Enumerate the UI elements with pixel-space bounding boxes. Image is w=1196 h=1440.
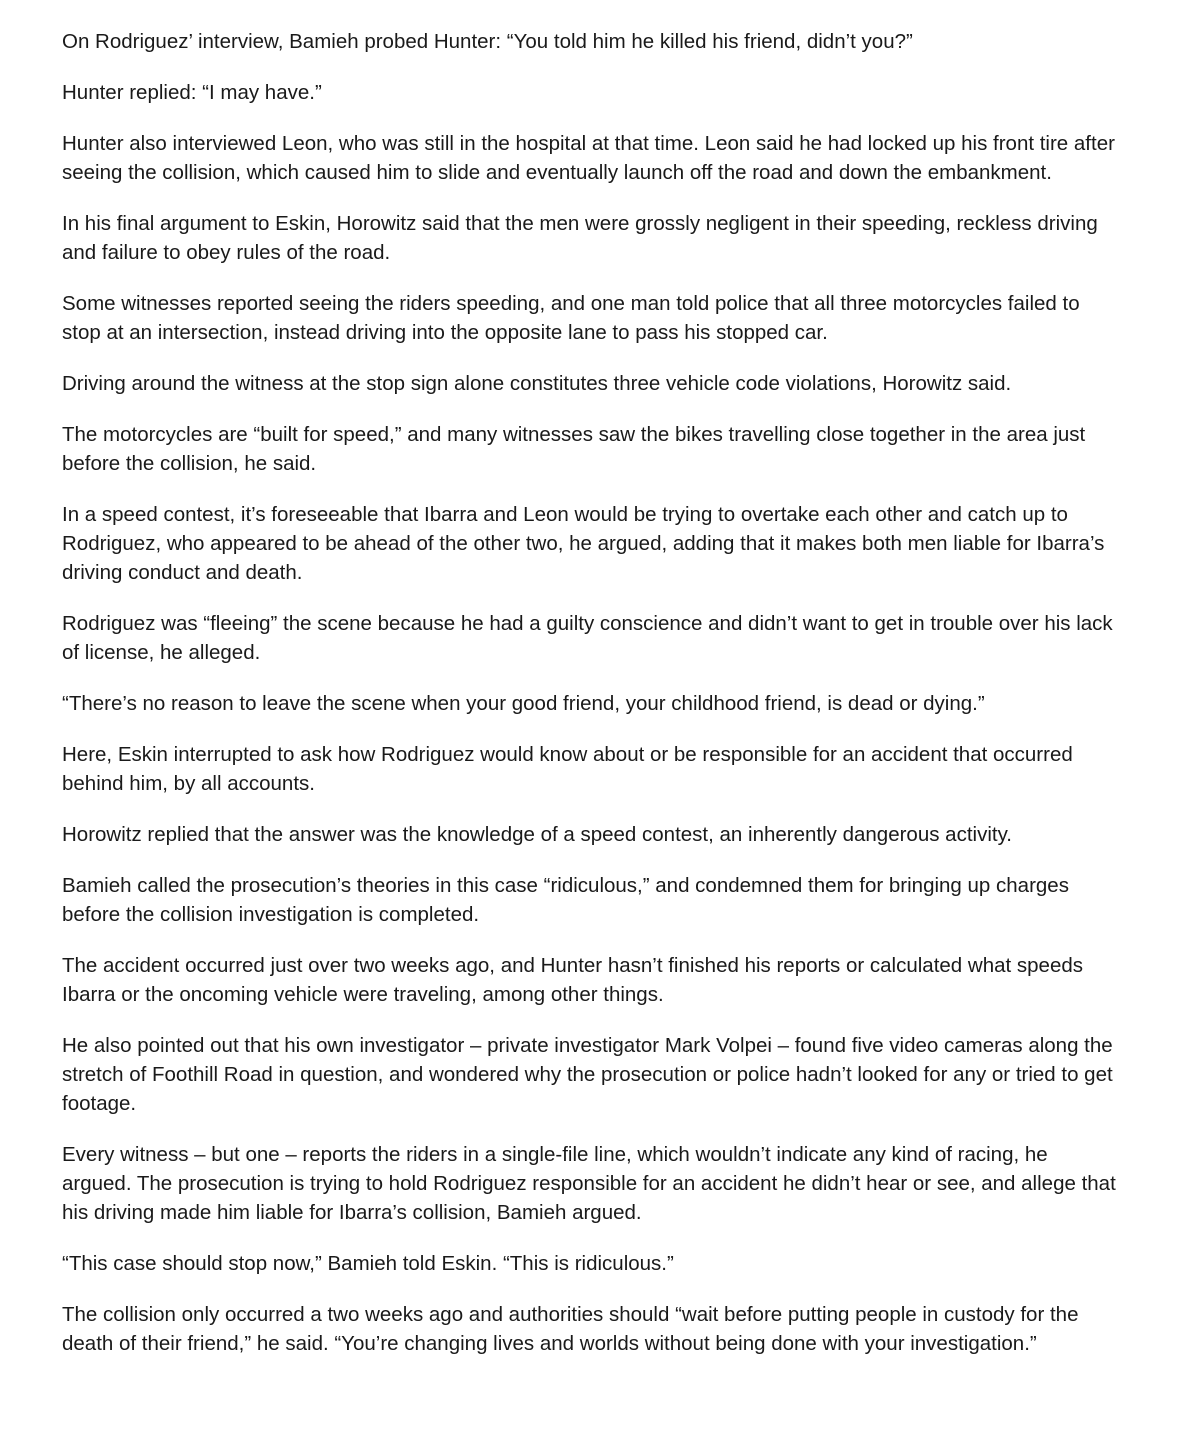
paragraph: Rodriguez was “fleeing” the scene because he had a guilty conscience and didn’t want to get in trouble over his lack of license, he alleged. bbox=[62, 612, 1113, 664]
paragraph: On Rodriguez’ interview, Bamieh probed Hunter: “You told him he killed his friend, didn’t you?” bbox=[62, 30, 913, 53]
paragraph: The collision only occurred a two weeks ago and authorities should “wait before putting people in custody for the death of their friend,” he said. “You’re changing lives and worlds without being done with your investigation.” bbox=[62, 1303, 1079, 1355]
paragraph: Driving around the witness at the stop sign alone constitutes three vehicle code violations, Horowitz said. bbox=[62, 372, 1012, 395]
paragraph: Hunter also interviewed Leon, who was still in the hospital at that time. Leon said he had locked up his front tire after seeing the collision, which caused him to slide and eventually launch off the road and down the embankment. bbox=[62, 132, 1115, 184]
paragraph: Some witnesses reported seeing the riders speeding, and one man told police that all three motorcycles failed to stop at an intersection, instead driving into the opposite lane to pass his stopped car. bbox=[62, 292, 1080, 344]
paragraph: Hunter replied: “I may have.” bbox=[62, 81, 322, 104]
paragraph: “There’s no reason to leave the scene when your good friend, your childhood friend, is dead or dying.” bbox=[62, 692, 985, 715]
article-body bbox=[62, 27, 1122, 1380]
paragraph: Bamieh called the prosecution’s theories in this case “ridiculous,” and condemned them for bringing up charges before the collision investigation is completed. bbox=[62, 874, 1069, 926]
paragraph: Here, Eskin interrupted to ask how Rodriguez would know about or be responsible for an accident that occurred behind him, by all accounts. bbox=[62, 743, 1073, 795]
paragraph: The motorcycles are “built for speed,” and many witnesses saw the bikes travelling close together in the area just before the collision, he said. bbox=[62, 423, 1086, 475]
paragraph: The accident occurred just over two weeks ago, and Hunter hasn’t finished his reports or calculated what speeds Ibarra or the oncoming vehicle were traveling, among other things. bbox=[62, 954, 1083, 1006]
paragraph: In his final argument to Eskin, Horowitz said that the men were grossly negligent in their speeding, reckless driving and failure to obey rules of the road. bbox=[62, 212, 1098, 264]
paragraph: Horowitz replied that the answer was the knowledge of a speed contest, an inherently dangerous activity. bbox=[62, 823, 1012, 846]
paragraph: He also pointed out that his own investigator – private investigator Mark Volpei – found five video cameras along the stretch of Foothill Road in question, and wondered why the prosecution or police hadn’t looked for any or tried to get footage. bbox=[62, 1034, 1113, 1115]
paragraph: “This case should stop now,” Bamieh told Eskin. “This is ridiculous.” bbox=[62, 1252, 674, 1275]
paragraph: In a speed contest, it’s foreseeable that Ibarra and Leon would be trying to overtake each other and catch up to Rodriguez, who appeared to be ahead of the other two, he argued, adding that it makes both men liable for Ibarra’s driving conduct and death. bbox=[62, 503, 1105, 584]
paragraph: Every witness – but one – reports the riders in a single-file line, which wouldn’t indicate any kind of racing, he argued. The prosecution is trying to hold Rodriguez responsible for an accident he didn’t hear or see, and allege that his driving made him liable for Ibarra’s collision, Bamieh argued. bbox=[62, 1143, 1116, 1224]
